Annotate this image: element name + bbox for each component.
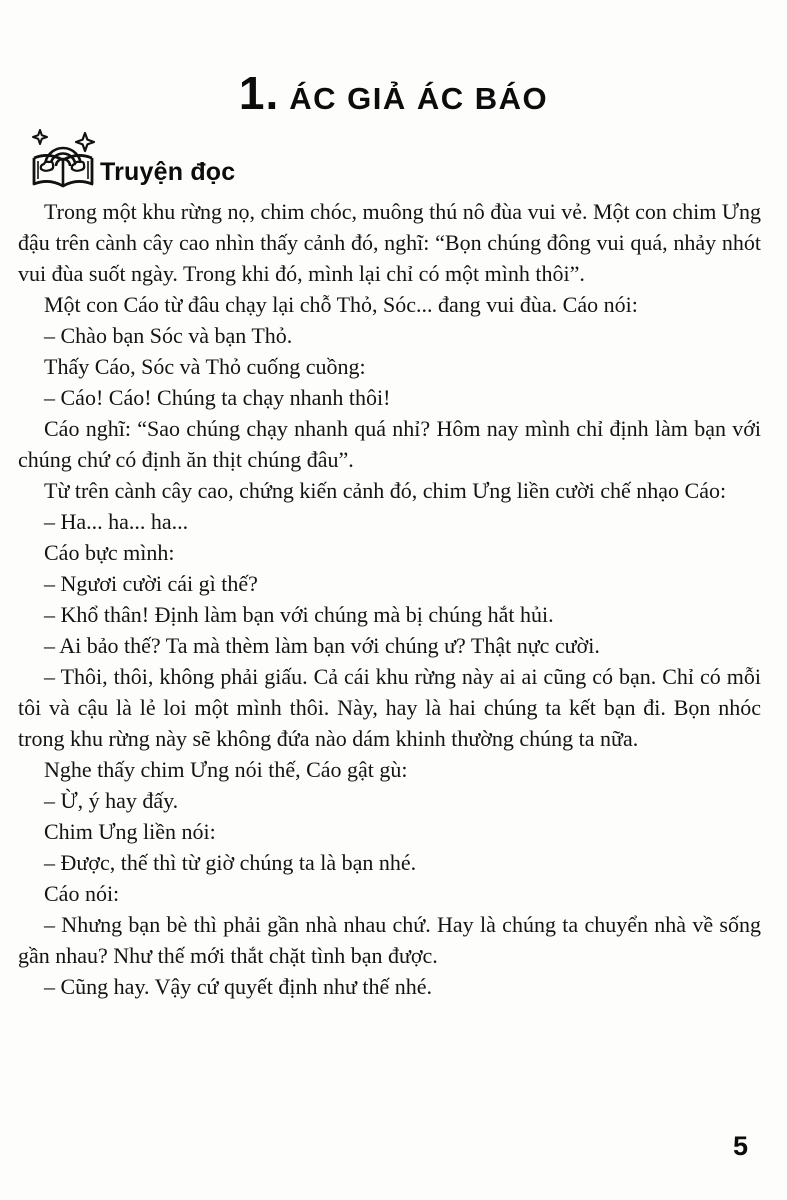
page-number: 5: [732, 1131, 748, 1161]
story-text: [18, 196, 761, 1002]
section-label: Truyện đọc: [100, 158, 236, 186]
story-paragraph: – Chào bạn Sóc và bạn Thỏ.: [44, 323, 293, 348]
lesson-number: 1.: [238, 67, 280, 119]
story-paragraph: Từ trên cành cây cao, chứng kiến cảnh đó, chim Ưng liền cười chế nhạo Cáo:: [44, 478, 727, 503]
story-paragraph: Trong một khu rừng nọ, chim chóc, muông thú nô đùa vui vẻ. Một con chim Ưng đậu trên cành cây cao nhìn thấy cảnh đó, nghĩ: “Bọn chúng đông vui quá, nhảy nhót vui đùa suốt ngày. Trong khi đó, mình lại chỉ có một mình thôi”.: [18, 199, 761, 286]
lesson-title: ÁC GIẢ ÁC BÁO: [289, 81, 549, 116]
story-paragraph: Chim Ưng liền nói:: [44, 819, 216, 844]
story-paragraph: Cáo bực mình:: [44, 540, 175, 565]
story-paragraph: – Được, thế thì từ giờ chúng ta là bạn nhé.: [44, 850, 417, 875]
story-paragraph: – Ừ, ý hay đấy.: [44, 788, 179, 813]
story-paragraph: – Ai bảo thế? Ta mà thèm làm bạn với chúng ư? Thật nực cười.: [44, 633, 600, 658]
storybook-rainbow-icon: [30, 128, 96, 190]
story-paragraph: – Ha... ha... ha...: [44, 509, 189, 534]
story-paragraph: Cáo nói:: [44, 881, 120, 906]
story-paragraph: Cáo nghĩ: “Sao chúng chạy nhanh quá nhỉ? Hôm nay mình chỉ định làm bạn với chúng chứ có định ăn thịt chúng đâu”.: [18, 416, 761, 472]
story-paragraph: Nghe thấy chim Ưng nói thế, Cáo gật gù:: [44, 757, 408, 782]
story-paragraph: – Nhưng bạn bè thì phải gần nhà nhau chứ. Hay là chúng ta chuyển nhà về sống gần nhau? Như thế mới thắt chặt tình bạn được.: [18, 912, 761, 968]
story-paragraph: Một con Cáo từ đâu chạy lại chỗ Thỏ, Sóc... đang vui đùa. Cáo nói:: [44, 292, 638, 317]
story-paragraph: – Cũng hay. Vậy cứ quyết định như thế nhé.: [44, 974, 433, 999]
story-paragraph: – Ngươi cười cái gì thế?: [44, 571, 258, 596]
story-paragraph: – Thôi, thôi, không phải giấu. Cả cái khu rừng này ai ai cũng có bạn. Chỉ có mỗi tôi và cậu là lẻ loi một mình thôi. Này, hay là hai chúng ta kết bạn đi. Bọn nhóc trong khu rừng này sẽ không đứa nào dám khinh thường chúng ta nữa.: [18, 664, 761, 751]
section-header: [30, 128, 787, 190]
story-paragraph: – Cáo! Cáo! Chúng ta chạy nhanh thôi!: [44, 385, 391, 410]
story-paragraph: Thấy Cáo, Sóc và Thỏ cuống cuồng:: [44, 354, 366, 379]
story-paragraph: – Khổ thân! Định làm bạn với chúng mà bị chúng hắt hủi.: [44, 602, 554, 627]
page-title: [0, 0, 787, 120]
